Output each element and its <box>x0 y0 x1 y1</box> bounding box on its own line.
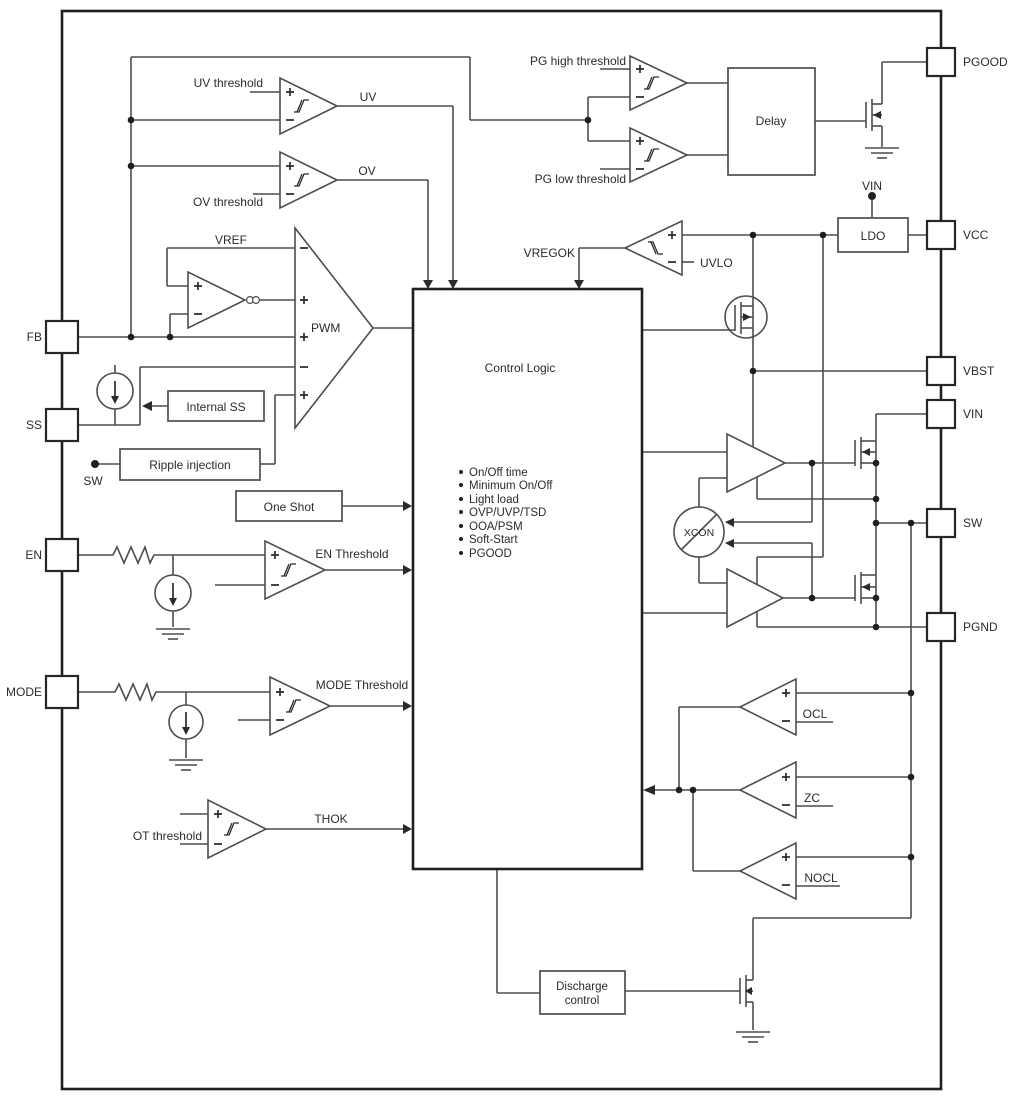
ldo-label: LDO <box>860 229 886 243</box>
feature-item: OVP/UVP/TSD <box>469 507 547 519</box>
ov-label: OV <box>358 164 376 178</box>
control-logic-block <box>413 289 642 869</box>
pin-mode <box>46 676 78 708</box>
pin-vin <box>927 400 955 428</box>
pin-pgood <box>927 48 955 76</box>
thok-label: THOK <box>314 812 348 826</box>
pin-en <box>46 539 78 571</box>
pg-high-threshold-label: PG high threshold <box>529 54 626 68</box>
pin-vin-label: VIN <box>963 407 984 421</box>
ss-current-source-icon <box>97 373 133 409</box>
feature-item: Light load <box>469 494 519 506</box>
uv-threshold-label: UV threshold <box>193 76 263 90</box>
discharge-control-label-2: control <box>564 995 600 1007</box>
pin-en-label: EN <box>25 548 42 562</box>
feature-item: On/Off time <box>469 467 528 479</box>
xcon-block <box>674 507 724 557</box>
discharge-control-label-1: Discharge <box>556 981 608 993</box>
ot-threshold-label: OT threshold <box>132 829 202 843</box>
feature-item: Minimum On/Off <box>469 480 553 492</box>
pwm-label: PWM <box>311 321 341 335</box>
pin-ss-label: SS <box>25 418 42 432</box>
feature-item: PGOOD <box>469 548 512 560</box>
control-logic-title: Control Logic <box>484 361 556 375</box>
nocl-label: NOCL <box>804 871 838 885</box>
pin-sw-label: SW <box>963 516 983 530</box>
pin-ss <box>46 409 78 441</box>
vin-internal-label: VIN <box>861 179 883 193</box>
vin-terminal-dot <box>868 192 876 200</box>
vregok-label: VREGOK <box>523 246 575 260</box>
uvlo-label: UVLO <box>700 256 733 270</box>
pin-mode-label: MODE <box>6 685 42 699</box>
pg-low-threshold-label: PG low threshold <box>534 172 626 186</box>
pin-pgnd <box>927 613 955 641</box>
pin-vbst <box>927 357 955 385</box>
delay-label: Delay <box>755 114 787 128</box>
mode-threshold-label: MODE Threshold <box>315 678 409 692</box>
ov-threshold-label: OV threshold <box>192 195 263 209</box>
mode-current-source-icon <box>169 705 203 739</box>
zc-label: ZC <box>804 791 820 805</box>
pin-vcc-label: VCC <box>963 228 989 242</box>
pin-vcc <box>927 221 955 249</box>
sw-terminal-dot <box>91 460 99 468</box>
feature-item: OOA/PSM <box>469 521 523 533</box>
ocl-label: OCL <box>802 707 828 721</box>
pin-vbst-label: VBST <box>963 364 995 378</box>
internal-ss-label: Internal SS <box>186 400 246 414</box>
pin-fb-label: FB <box>26 330 42 344</box>
pin-pgnd-label: PGND <box>963 620 998 634</box>
xcon-label: XCON <box>683 527 715 539</box>
en-threshold-label: EN Threshold <box>315 547 389 561</box>
en-current-source-icon <box>155 575 191 611</box>
ripple-injection-label: Ripple injection <box>149 458 231 472</box>
pin-pgood-label: PGOOD <box>963 55 1008 69</box>
vref-label: VREF <box>214 233 247 247</box>
feature-item: Soft-Start <box>469 534 518 546</box>
sw-internal-label: SW <box>83 474 103 488</box>
one-shot-label: One Shot <box>263 500 315 514</box>
pin-fb <box>46 321 78 353</box>
pin-sw <box>927 509 955 537</box>
uv-label: UV <box>359 90 377 104</box>
